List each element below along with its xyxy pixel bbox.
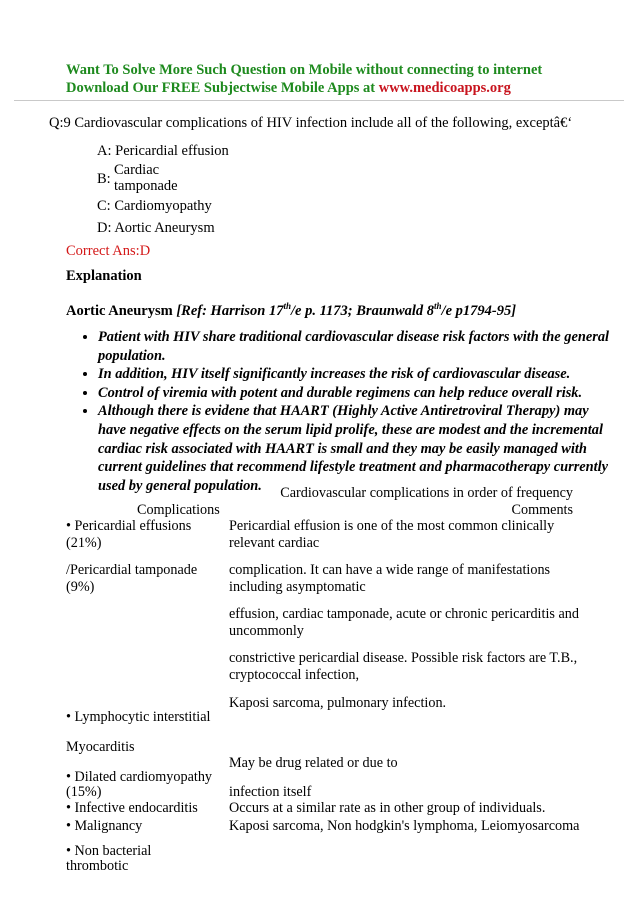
option-label: D: [97, 220, 112, 236]
bullet-item: • Control of viremia with potent and durable regimens can help reduce overall risk. [98, 384, 618, 403]
comment-line: May be drug related or due to [229, 755, 398, 771]
comment-line: Kaposi sarcoma, Non hodgkin's lymphoma, Leiomyosarcoma [229, 818, 580, 834]
bullet-item: • Although there is evidene that HAART (Highly Active Antiretroviral Therapy) may have negative effects on the serum lipid prolife, these are modest and the incremental cardiac risk associated with HAART is small and they may be easily managed with current guidelines that recommend lifestyle treatment and pharmacotherapy currently used by general population. [98, 402, 618, 495]
header-divider [14, 100, 624, 101]
explanation-heading: Explanation [66, 268, 142, 284]
complication-percent: (15%) [66, 784, 102, 800]
option-c [97, 198, 212, 215]
comment-line: effusion, cardiac tamponade, acute or chronic pericarditis and [229, 606, 579, 622]
complication-dilated-cardiomyopathy: • Dilated cardiomyopathy [66, 769, 213, 785]
option-label: A: [97, 143, 112, 159]
option-text: Aortic Aneurysm [114, 220, 215, 236]
complication-pericardial-effusions: • Pericardial effusions [66, 518, 192, 534]
comment-line: infection itself [229, 784, 312, 800]
reference: [Ref: Harrison 17th/e p. 1173; Braunwald 8th/e p1794-95] [176, 301, 517, 319]
complication-malignancy: • Malignancy [66, 818, 143, 834]
comment-line: Pericardial effusion is one of the most common clinically [229, 518, 555, 534]
bullet-item: • Patient with HIV share traditional cardiovascular disease risk factors with the general population. [98, 328, 618, 365]
comment-line: uncommonly [229, 623, 304, 639]
bullet-item: • In addition, HIV itself significantly increases the risk of cardiovascular disease. [98, 365, 618, 384]
option-b-label: B: [97, 171, 111, 187]
option-a [97, 143, 229, 160]
complication-pericardial-tamponade: /Pericardial tamponade [66, 562, 198, 578]
promo-line-2 [66, 78, 511, 98]
option-b-text-line1: Cardiac [114, 162, 160, 178]
complication-myocarditis: Myocarditis [66, 739, 135, 755]
comment-line: including asymptomatic [229, 579, 366, 595]
complication-non-bacterial: • Non bacterial [66, 843, 152, 859]
comment-line: constrictive pericardial disease. Possible risk factors are T.B., [229, 650, 578, 666]
option-text: Cardiomyopathy [114, 198, 212, 214]
table-title: Cardiovascular complications in order of frequency [280, 485, 573, 501]
medicoapps-link[interactable]: www.medicoapps.org [378, 80, 511, 96]
table-header-comments: Comments [511, 502, 573, 518]
complication-thrombotic: thrombotic [66, 858, 129, 874]
option-b-text-line2: tamponade [114, 178, 178, 194]
promo-text: Download Our FREE Subjectwise Mobile Apps at [66, 80, 379, 96]
option-d [97, 220, 215, 237]
table-header-complications: Complications [137, 502, 220, 518]
comment-line: relevant cardiac [229, 535, 320, 551]
question-text: Q:9 Cardiovascular complications of HIV infection include all of the following, exceptâ€‘ [49, 115, 573, 131]
correct-answer: Correct Ans:D [66, 243, 151, 259]
complication-percent: (21%) [66, 535, 102, 551]
option-label: C: [97, 198, 111, 214]
complication-lymphocytic-interstitial: • Lymphocytic interstitial [66, 709, 211, 725]
explanation-topic-line [66, 301, 516, 320]
comment-line: complication. It can have a wide range of manifestations [229, 562, 551, 578]
complication-percent: (9%) [66, 579, 95, 595]
complication-infective-endocarditis: • Infective endocarditis [66, 800, 198, 816]
comment-line: cryptococcal infection, [229, 667, 359, 683]
option-text: Pericardial effusion [115, 143, 229, 159]
comment-line: Kaposi sarcoma, pulmonary infection. [229, 695, 447, 711]
promo-line-1: Want To Solve More Such Question on Mobile without connecting to internet [66, 62, 543, 78]
topic-title: Aortic Aneurysm [66, 302, 173, 319]
explanation-bullets [66, 328, 618, 495]
comment-line: Occurs at a similar rate as in other group of individuals. [229, 800, 546, 816]
